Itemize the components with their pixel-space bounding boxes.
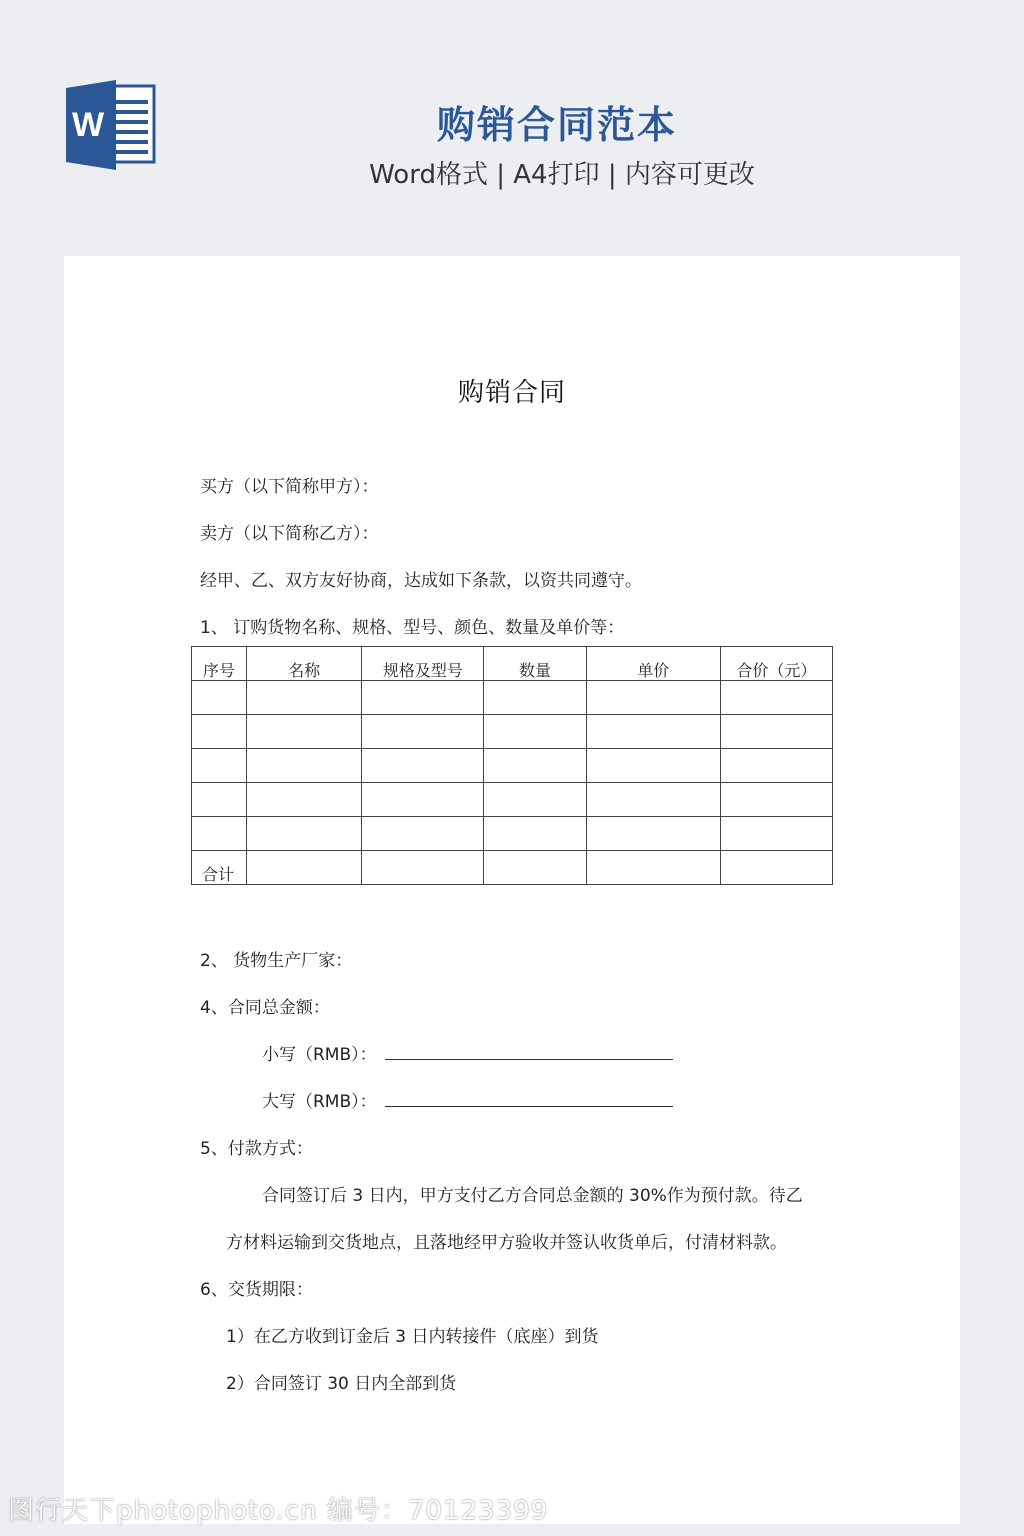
table-cell[interactable] (247, 749, 362, 783)
table-cell[interactable] (362, 783, 484, 817)
amount-large-label: 大写（RMB）： (262, 1092, 377, 1112)
amount-small-line (262, 1040, 673, 1065)
clause-5: 5、付款方式： (200, 1139, 313, 1159)
table-cell[interactable] (586, 749, 720, 783)
page-subtitle: Word格式 | A4打印 | 内容可更改 (369, 160, 755, 190)
table-cell[interactable] (720, 681, 832, 715)
table-cell[interactable] (247, 681, 362, 715)
delivery-item-1: 1）在乙方收到订金后 3 日内转接件（底座）到货 (226, 1327, 599, 1347)
buyer-line: 买方（以下简称甲方）： (200, 477, 379, 497)
table-row (192, 681, 833, 715)
table-cell[interactable] (484, 851, 586, 885)
clause-6: 6、交货期限： (200, 1280, 313, 1300)
table-cell[interactable] (586, 851, 720, 885)
table-cell[interactable] (362, 817, 484, 851)
payment-text-2: 方材料运输到交货地点，且落地经甲方验收并签认收货单后，付清材料款。 (226, 1233, 787, 1253)
table-row (192, 749, 833, 783)
col-header-total-price: 合价（元） (720, 647, 832, 681)
table-cell[interactable] (586, 681, 720, 715)
table-total-row (192, 851, 833, 885)
table-row (192, 783, 833, 817)
table-cell[interactable] (362, 681, 484, 715)
table-cell[interactable] (720, 817, 832, 851)
table-cell[interactable] (247, 817, 362, 851)
seller-line: 卖方（以下简称乙方）： (200, 524, 379, 544)
table-cell[interactable] (586, 783, 720, 817)
col-header-unit-price: 单价 (586, 647, 720, 681)
col-header-index: 序号 (192, 647, 247, 681)
document-title: 购销合同 (457, 378, 566, 408)
table-cell[interactable] (586, 817, 720, 851)
col-header-name: 名称 (247, 647, 362, 681)
table-cell[interactable] (720, 749, 832, 783)
amount-small-label: 小写（RMB）： (262, 1045, 377, 1065)
total-label: 合计 (192, 851, 247, 885)
document-page (64, 256, 960, 1524)
amount-large-blank[interactable] (385, 1092, 673, 1107)
payment-text-1: 合同签订后 3 日内，甲方支付乙方合同总金额的 30%作为预付款。待乙 (262, 1186, 803, 1206)
table-cell[interactable] (247, 783, 362, 817)
word-icon-letter: W (71, 106, 105, 144)
table-cell[interactable] (362, 715, 484, 749)
table-cell[interactable] (247, 715, 362, 749)
amount-small-blank[interactable] (385, 1045, 673, 1060)
table-row (192, 715, 833, 749)
goods-table (191, 646, 833, 885)
table-cell[interactable] (192, 681, 247, 715)
table-cell[interactable] (484, 681, 586, 715)
page-title: 购销合同范本 (436, 103, 677, 147)
table-cell[interactable] (484, 749, 586, 783)
table-cell[interactable] (484, 715, 586, 749)
table-cell[interactable] (192, 817, 247, 851)
table-cell[interactable] (484, 783, 586, 817)
col-header-quantity: 数量 (484, 647, 586, 681)
header (0, 0, 1024, 250)
table-cell[interactable] (720, 715, 832, 749)
amount-large-line (262, 1087, 673, 1112)
table-header-row (192, 647, 833, 681)
table-cell[interactable] (247, 851, 362, 885)
table-cell[interactable] (720, 783, 832, 817)
clause-4: 4、合同总金额： (200, 998, 330, 1018)
table-cell[interactable] (192, 715, 247, 749)
col-header-spec: 规格及型号 (362, 647, 484, 681)
table-cell[interactable] (484, 817, 586, 851)
table-cell[interactable] (720, 851, 832, 885)
delivery-item-2: 2）合同签订 30 日内全部到货 (226, 1374, 457, 1394)
intro-line: 经甲、乙、双方友好协商，达成如下条款，以资共同遵守。 (200, 571, 642, 591)
table-cell[interactable] (362, 851, 484, 885)
clause-1: 1、 订购货物名称、规格、型号、颜色、数量及单价等： (200, 618, 625, 638)
table-cell[interactable] (192, 783, 247, 817)
table-cell[interactable] (362, 749, 484, 783)
clause-2: 2、 货物生产厂家： (200, 951, 353, 971)
table-row (192, 817, 833, 851)
table-cell[interactable] (192, 749, 247, 783)
watermark: 图行天下photophoto.cn 编号：70123399 (8, 1496, 549, 1526)
table-cell[interactable] (586, 715, 720, 749)
